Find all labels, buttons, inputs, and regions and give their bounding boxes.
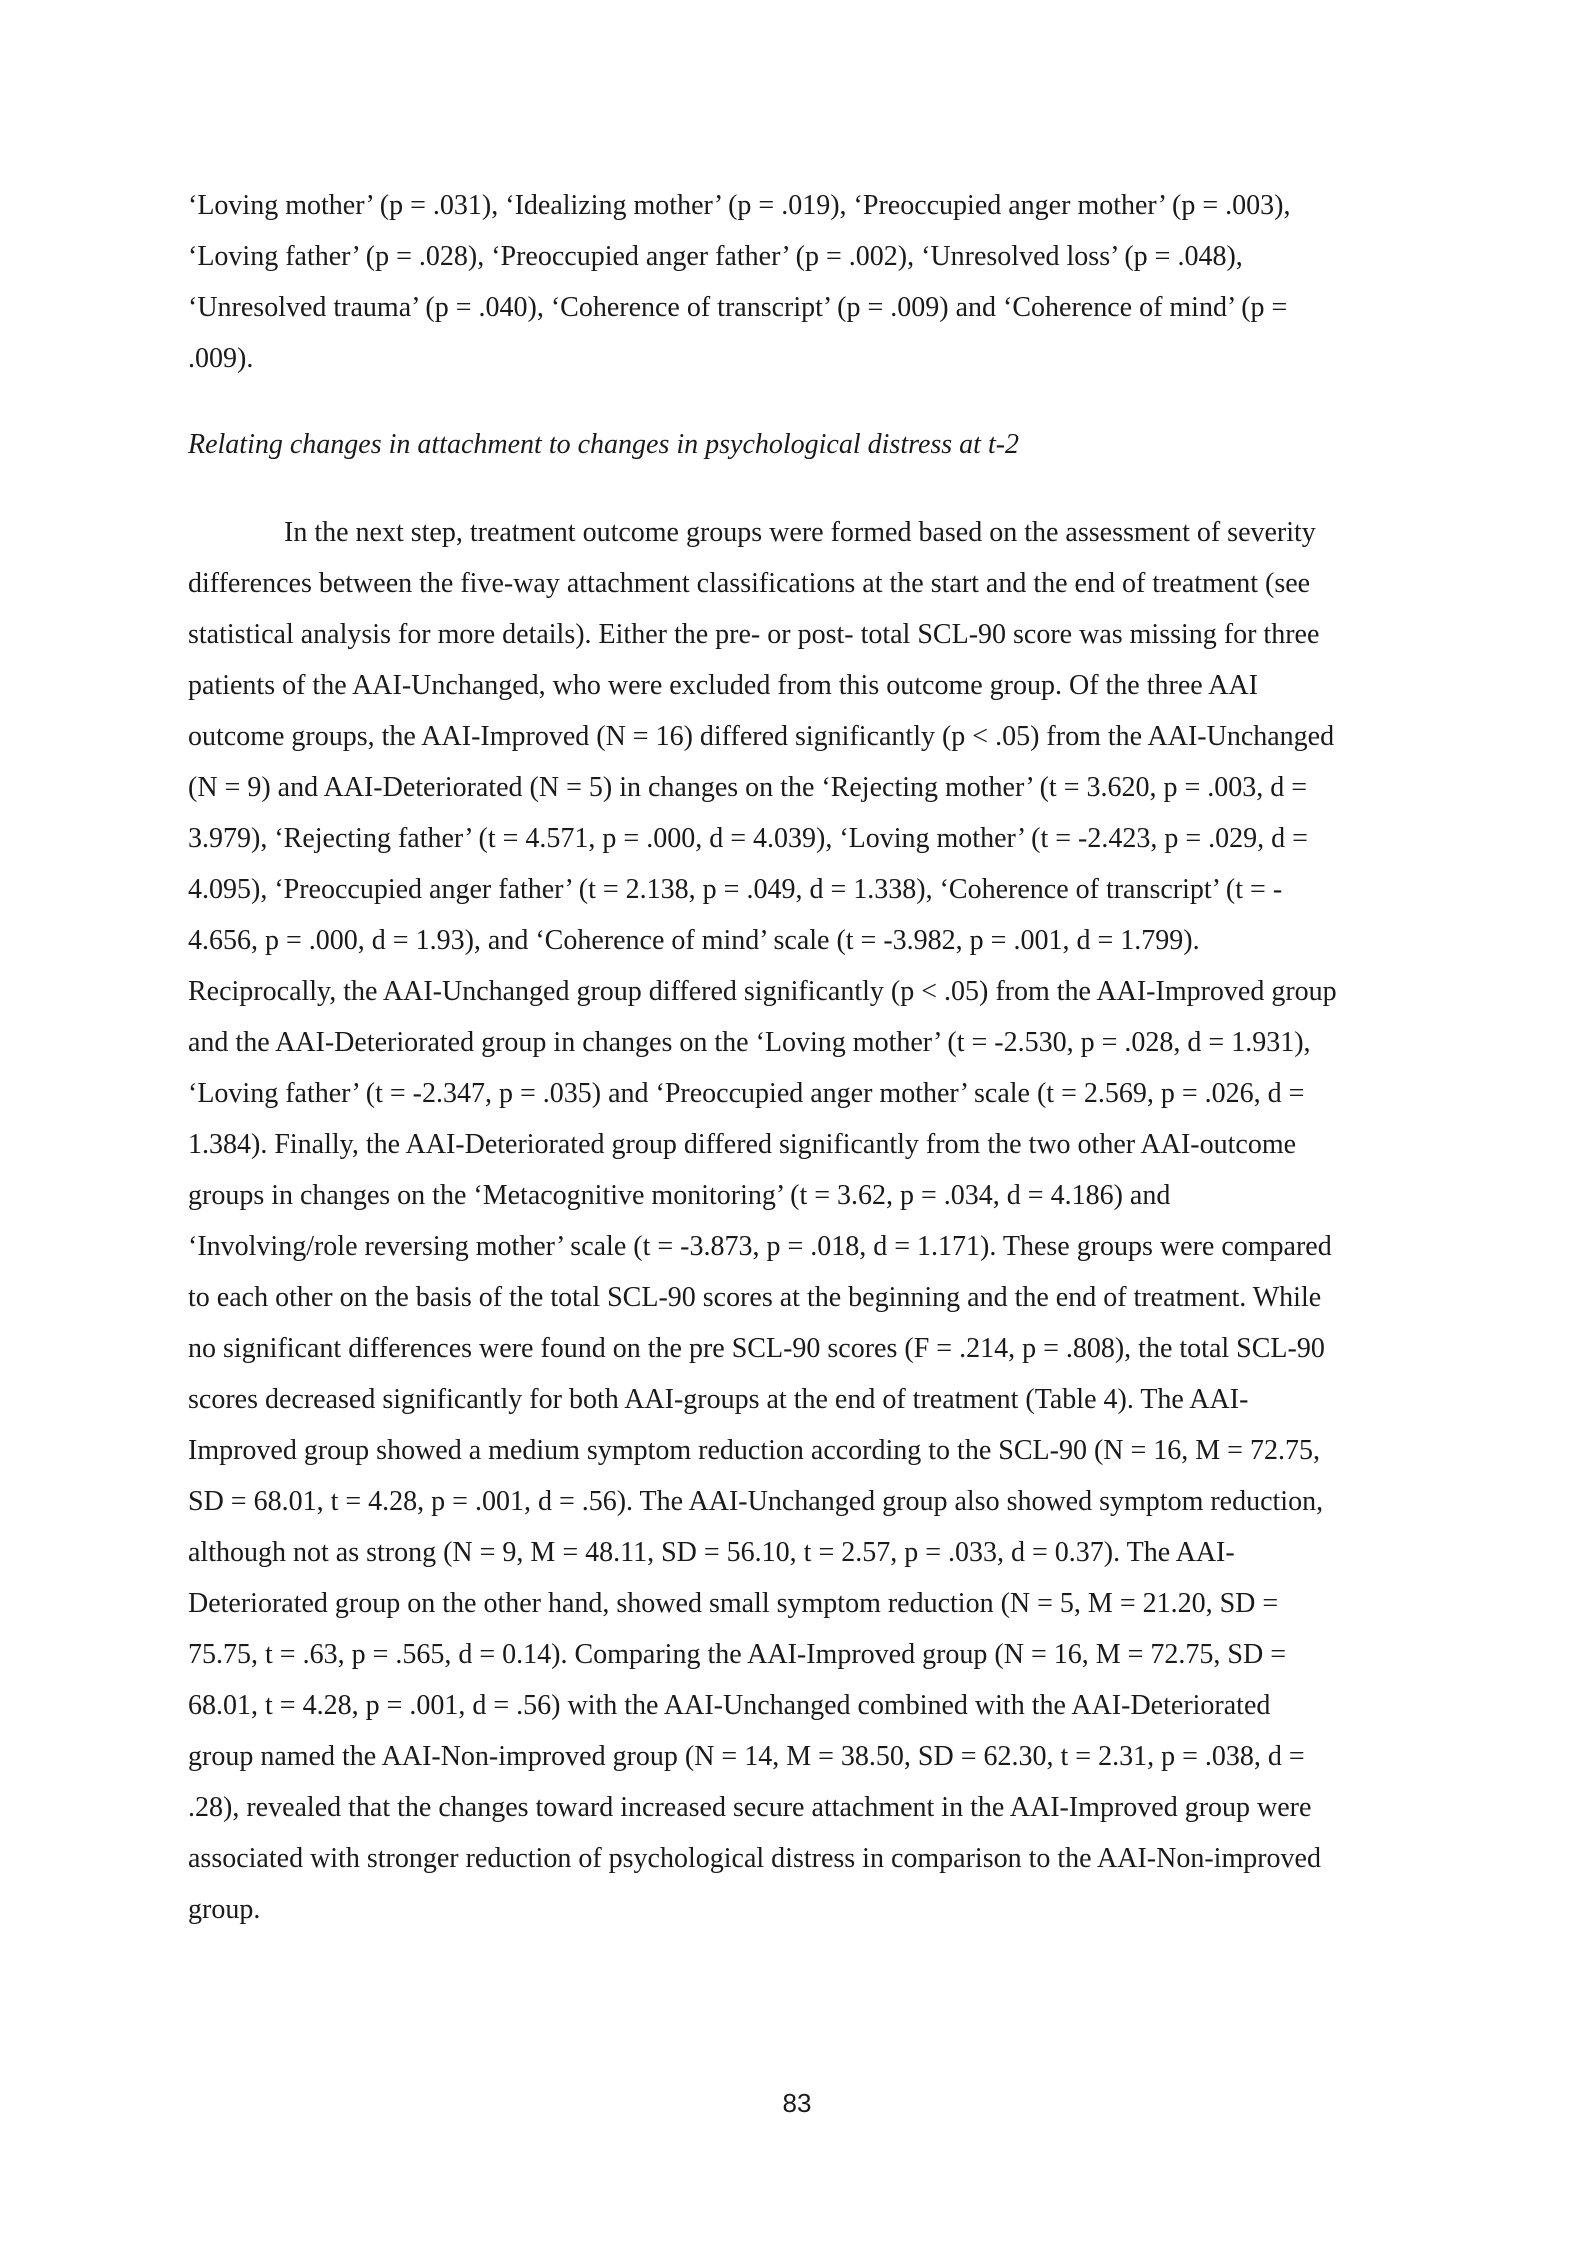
text-line: group named the AAI-Non-improved group (N = 14, M = 38.50, SD = 62.30, t = 2.31, p = .038, d = <box>188 1741 1305 1772</box>
text-line: to each other on the basis of the total SCL-90 scores at the beginning and the end of treatment. While <box>188 1282 1322 1313</box>
text-line: In the next step, treatment outcome groups were formed based on the assessment of severity <box>284 517 1316 548</box>
text-line: .009). <box>188 343 254 374</box>
text-line: 3.979), ‘Rejecting father’ (t = 4.571, p = .000, d = 4.039), ‘Loving mother’ (t = -2.423, p = .029, d = <box>188 823 1308 854</box>
text-line: differences between the five-way attachment classifications at the start and the end of treatment (see <box>188 568 1311 599</box>
text-line: groups in changes on the ‘Metacognitive monitoring’ (t = 3.62, p = .034, d = 4.186) and <box>188 1180 1171 1211</box>
text-line: 1.384). Finally, the AAI-Deteriorated group differed significantly from the two other AAI-outcome <box>188 1129 1297 1160</box>
text-line: ‘Involving/role reversing mother’ scale (t = -3.873, p = .018, d = 1.171). These groups were compared <box>188 1231 1332 1262</box>
text-line: ‘Unresolved trauma’ (p = .040), ‘Coherence of transcript’ (p = .009) and ‘Coherence of mind’ (p = <box>188 292 1288 323</box>
text-line: (N = 9) and AAI-Deteriorated (N = 5) in changes on the ‘Rejecting mother’ (t = 3.620, p = .003, d = <box>188 772 1308 803</box>
text-line: and the AAI-Deteriorated group in changes on the ‘Loving mother’ (t = -2.530, p = .028, d = 1.931), <box>188 1027 1311 1058</box>
text-line: SD = 68.01, t = 4.28, p = .001, d = .56). The AAI-Unchanged group also showed symptom reduction, <box>188 1486 1324 1517</box>
text-line: statistical analysis for more details). Either the pre- or post- total SCL-90 score was missing for three <box>188 619 1320 650</box>
text-line: .28), revealed that the changes toward increased secure attachment in the AAI-Improved group were <box>188 1792 1312 1823</box>
section-heading: Relating changes in attachment to changes in psychological distress at t-2 <box>188 429 1020 460</box>
text-line: patients of the AAI-Unchanged, who were excluded from this outcome group. Of the three AAI <box>188 670 1258 701</box>
text-line: no significant differences were found on the pre SCL-90 scores (F = .214, p = .808), the total SCL-90 <box>188 1333 1325 1364</box>
text-line: ‘Loving father’ (t = -2.347, p = .035) and ‘Preoccupied anger mother’ scale (t = 2.569, p = .026, d = <box>188 1078 1305 1109</box>
text-line: Deteriorated group on the other hand, showed small symptom reduction (N = 5, M = 21.20, SD = <box>188 1588 1279 1619</box>
page-number: 83 <box>782 2088 812 2118</box>
text-line: 68.01, t = 4.28, p = .001, d = .56) with the AAI-Unchanged combined with the AAI-Deteriorated <box>188 1690 1271 1721</box>
text-line: group. <box>188 1894 261 1925</box>
text-line: associated with stronger reduction of psychological distress in comparison to the AAI-Non-improved <box>188 1843 1321 1874</box>
text-line: ‘Loving father’ (p = .028), ‘Preoccupied anger father’ (p = .002), ‘Unresolved loss’ (p = .048), <box>188 241 1243 272</box>
text-line: 4.095), ‘Preoccupied anger father’ (t = 2.138, p = .049, d = 1.338), ‘Coherence of transcript’ (t = - <box>188 874 1283 905</box>
text-line: Reciprocally, the AAI-Unchanged group differed significantly (p < .05) from the AAI-Improved group <box>188 976 1337 1007</box>
text-line: Improved group showed a medium symptom reduction according to the SCL-90 (N = 16, M = 72.75, <box>188 1435 1320 1466</box>
text-line: although not as strong (N = 9, M = 48.11, SD = 56.10, t = 2.57, p = .033, d = 0.37). The AAI- <box>188 1537 1235 1568</box>
text-line: scores decreased significantly for both AAI-groups at the end of treatment (Table 4). The AAI- <box>188 1384 1249 1415</box>
text-line: 4.656, p = .000, d = 1.93), and ‘Coherence of mind’ scale (t = -3.982, p = .001, d = 1.799). <box>188 925 1200 956</box>
text-line: outcome groups, the AAI-Improved (N = 16) differed significantly (p < .05) from the AAI-Unchanged <box>188 721 1335 752</box>
text-line: 75.75, t = .63, p = .565, d = 0.14). Comparing the AAI-Improved group (N = 16, M = 72.75, SD = <box>188 1639 1287 1670</box>
text-line: ‘Loving mother’ (p = .031), ‘Idealizing mother’ (p = .019), ‘Preoccupied anger mother’ (p = .003), <box>188 190 1291 221</box>
